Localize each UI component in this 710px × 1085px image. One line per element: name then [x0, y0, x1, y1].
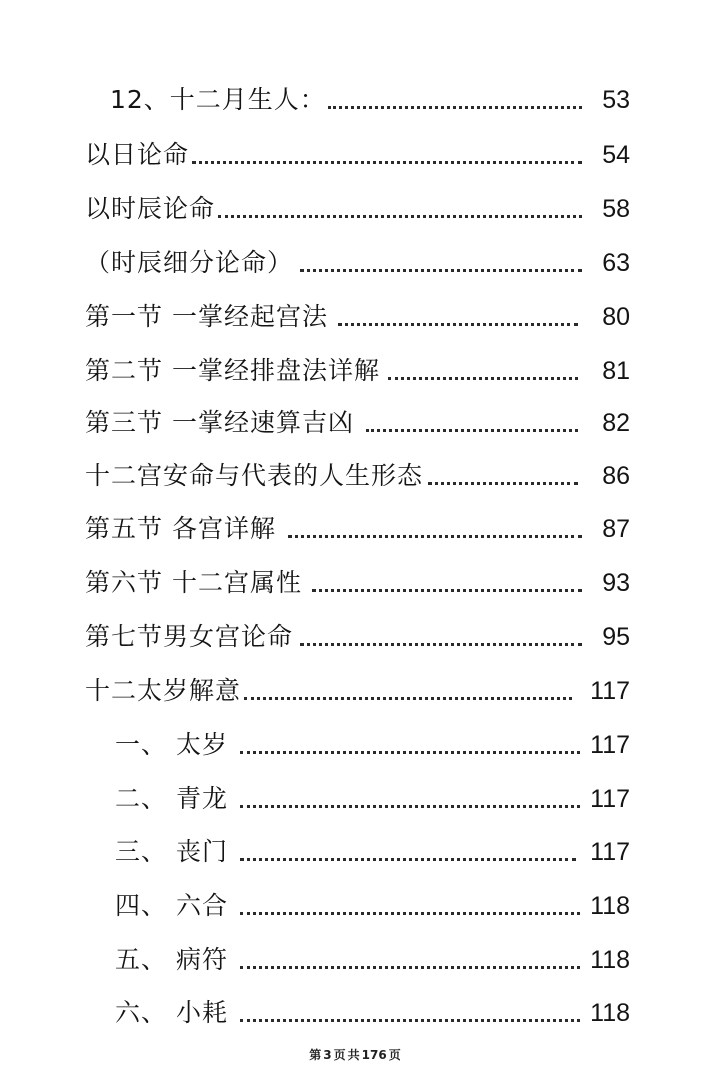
toc-entry-page-number: 81 — [602, 357, 630, 385]
toc-entry-title: （时辰细分论命） — [85, 248, 294, 277]
footer-page-word: 页 — [333, 1048, 346, 1062]
toc-entry[interactable] — [0, 243, 710, 283]
toc-entry[interactable] — [0, 779, 710, 819]
toc-entry[interactable] — [0, 725, 710, 765]
toc-entry[interactable] — [0, 403, 710, 443]
dot-leader — [388, 377, 578, 380]
footer-current-page: 3 — [323, 1048, 332, 1062]
dot-leader — [338, 323, 578, 326]
dot-leader — [240, 966, 580, 969]
dot-leader — [428, 482, 578, 485]
toc-entry[interactable] — [0, 456, 710, 496]
toc-entry-title: 第一节 一掌经起宫法 — [85, 302, 328, 331]
dot-leader — [192, 161, 582, 164]
toc-entry-title: 十二宫安命与代表的人生形态 — [85, 461, 424, 490]
toc-entry-title: 第二节 一掌经排盘法详解 — [85, 356, 380, 385]
toc-entry-title: 第六节 十二宫属性 — [85, 568, 302, 597]
toc-entry-title: 三、 丧门 — [115, 837, 228, 866]
toc-entry-page-number: 118 — [590, 892, 630, 920]
toc-entry-page-number: 53 — [602, 86, 630, 114]
dot-leader — [240, 912, 580, 915]
toc-entry-page-number: 93 — [602, 569, 630, 597]
dot-leader — [240, 858, 576, 861]
toc-entry-page-number: 117 — [590, 838, 630, 866]
toc-entry-title: 五、 病符 — [115, 945, 228, 974]
dot-leader — [366, 429, 578, 432]
toc-entry-title: 二、 青龙 — [115, 784, 228, 813]
toc-entry-page-number: 54 — [602, 141, 630, 169]
toc-entry-page-number: 118 — [590, 946, 630, 974]
toc-entry-page-number: 63 — [602, 249, 630, 277]
toc-entry[interactable] — [0, 886, 710, 926]
toc-entry[interactable] — [0, 297, 710, 337]
dot-leader — [240, 805, 580, 808]
toc-entry-page-number: 87 — [602, 515, 630, 543]
toc-entry-page-number: 58 — [602, 195, 630, 223]
toc-entry-title: 第七节男女宫论命 — [85, 622, 294, 651]
dot-leader — [240, 1019, 580, 1022]
dot-leader — [328, 106, 582, 109]
dot-leader — [240, 751, 580, 754]
toc-entry-title: 第五节 各宫详解 — [85, 514, 276, 543]
dot-leader — [312, 589, 582, 592]
dot-leader — [288, 535, 582, 538]
toc-entry[interactable] — [0, 993, 710, 1033]
toc-entry-title: 以时辰论命 — [85, 194, 216, 223]
dot-leader — [244, 697, 572, 700]
dot-leader — [300, 643, 582, 646]
toc-entry-page-number: 80 — [602, 303, 630, 331]
footer-total-pages: 176 — [361, 1048, 387, 1062]
toc-entry-title: 四、 六合 — [115, 891, 228, 920]
toc-entry-title: 一、 太岁 — [115, 730, 228, 759]
toc-entry[interactable] — [0, 671, 710, 711]
toc-entry[interactable] — [0, 940, 710, 980]
toc-entry-title: 以日论命 — [85, 140, 190, 169]
footer-total-word: 共 — [347, 1048, 360, 1062]
toc-entry-page-number: 95 — [602, 623, 630, 651]
toc-entry-title: 十二太岁解意 — [85, 676, 242, 705]
toc-entry-page-number: 86 — [602, 462, 630, 490]
footer-prefix: 第 — [309, 1048, 322, 1062]
toc-entry[interactable] — [0, 509, 710, 549]
toc-entry[interactable] — [0, 189, 710, 229]
toc-entry[interactable] — [0, 351, 710, 391]
footer-suffix: 页 — [388, 1048, 401, 1062]
toc-entry[interactable] — [0, 563, 710, 603]
toc-entry-title: 六、 小耗 — [115, 998, 228, 1027]
toc-entry-page-number: 117 — [590, 785, 630, 813]
dot-leader — [218, 215, 582, 218]
toc-entry-title: 12、十二月生人： — [110, 85, 326, 114]
toc-entry[interactable] — [0, 80, 710, 120]
toc-entry[interactable] — [0, 135, 710, 175]
toc-entry[interactable] — [0, 832, 710, 872]
toc-entry-title: 第三节 一掌经速算吉凶 — [85, 408, 354, 437]
toc-entry-page-number: 117 — [590, 731, 630, 759]
toc-entry-page-number: 118 — [590, 999, 630, 1027]
toc-entry[interactable] — [0, 617, 710, 657]
dot-leader — [300, 269, 582, 272]
toc-entry-page-number: 117 — [590, 677, 630, 705]
toc-entry-page-number: 82 — [602, 409, 630, 437]
page-footer — [0, 1046, 710, 1063]
